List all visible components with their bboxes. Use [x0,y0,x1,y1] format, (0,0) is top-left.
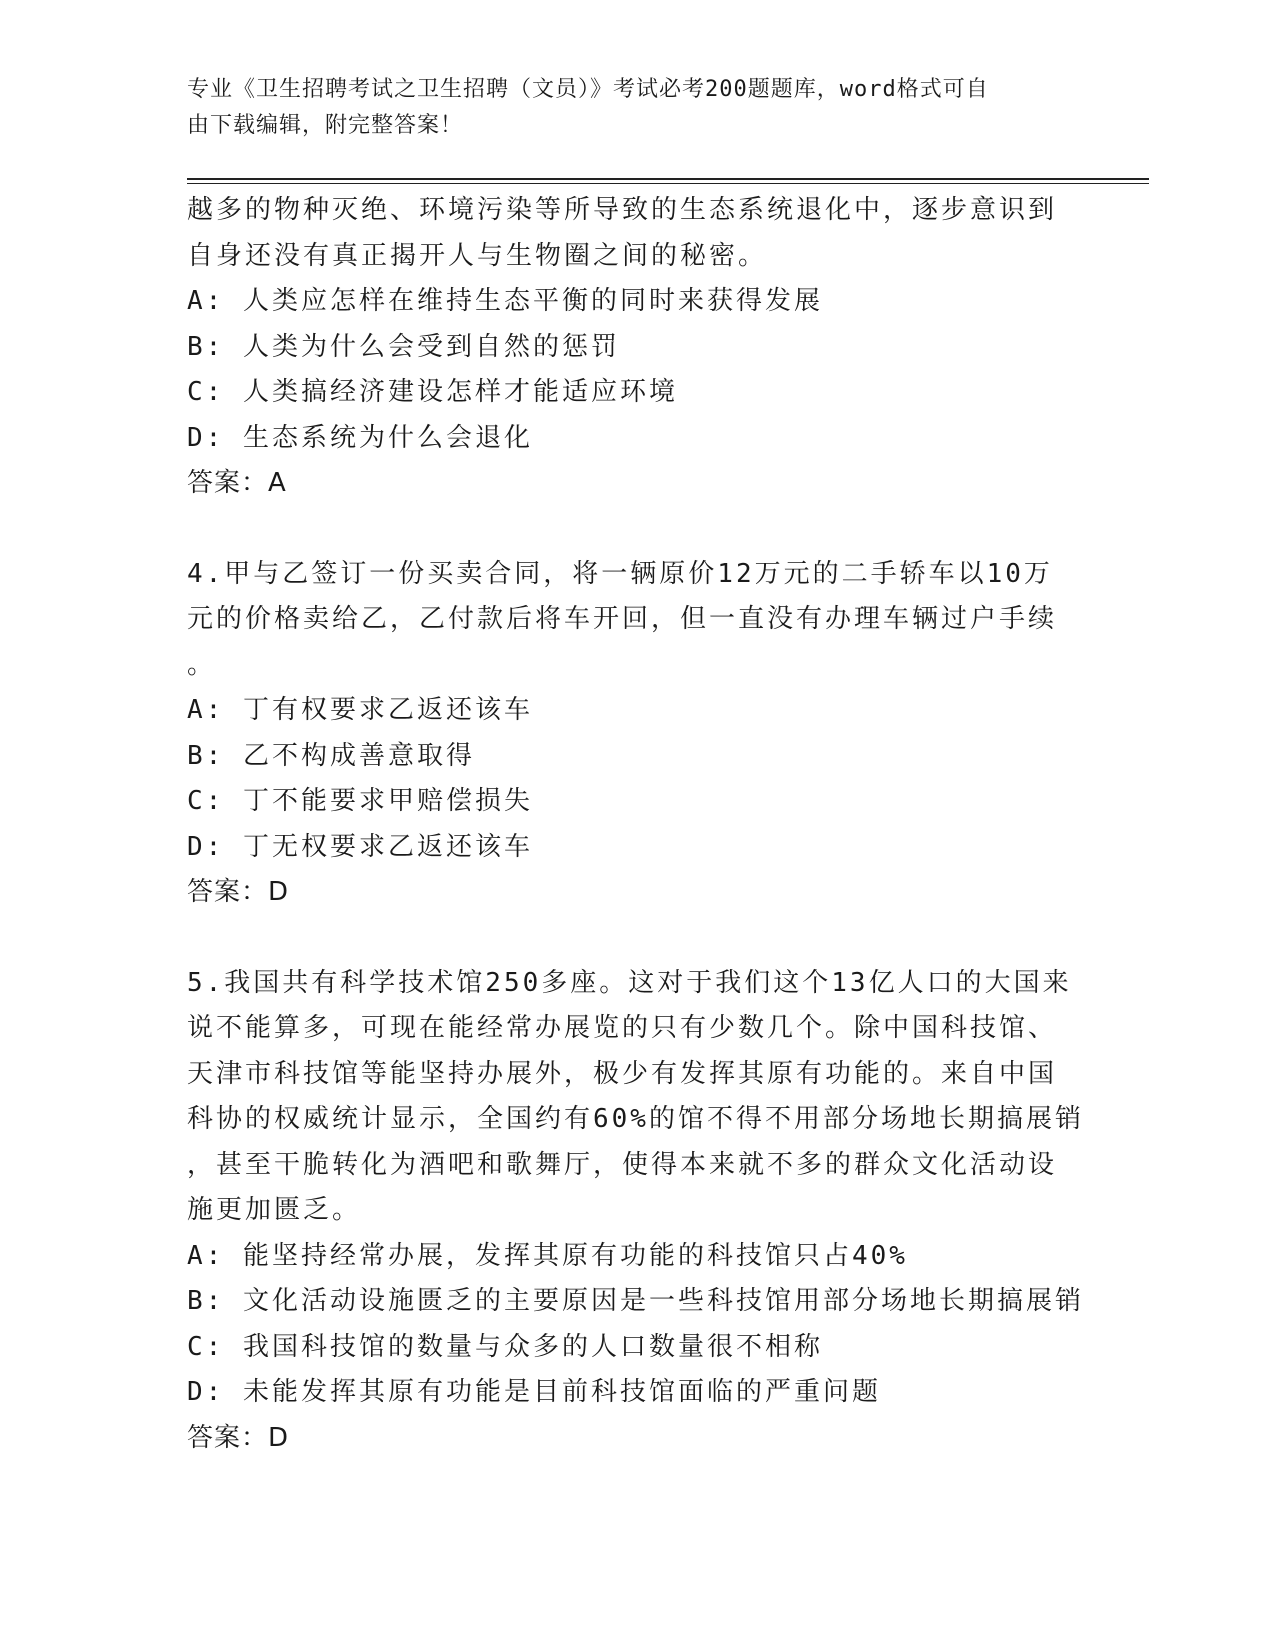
question-5 [187,961,1087,1462]
question-stem-line: 说不能算多，可现在能经常办展览的只有少数几个。除中国科技馆、 [187,1013,1058,1043]
answer: 答案：D [187,877,290,907]
answer: 答案：A [187,468,287,498]
option-b: B: 人类为什么会受到自然的惩罚 [187,331,620,362]
option-a: A: 能坚持经常办展，发挥其原有功能的科技馆只占40% [187,1240,908,1271]
question-stem-line: 。 [187,649,217,680]
header-line-2: 由下载编辑，附完整答案！ [187,113,464,138]
header-rule-thin [187,183,1149,184]
option-c: C: 人类搞经济建设怎样才能适应环境 [187,377,678,407]
question-4 [187,552,1087,916]
question-stem-line: 5.我国共有科学技术馆250多座。这对于我们这个13亿人口的大国来 [187,967,1072,998]
option-d: D: 生态系统为什么会退化 [187,422,533,453]
question-3 [187,188,1087,507]
option-a: A: 丁有权要求乙返还该车 [187,695,533,725]
option-a: A: 人类应怎样在维持生态平衡的同时来获得发展 [187,286,823,316]
answer: 答案：D [187,1422,290,1453]
header-rule-thick [187,178,1149,180]
option-c: C: 丁不能要求甲赔偿损失 [187,786,533,816]
question-stem-line: 元的价格卖给乙，乙付款后将车开回，但一直没有办理车辆过户手续 [187,604,1058,634]
option-c: C: 我国科技馆的数量与众多的人口数量很不相称 [187,1331,823,1362]
document-header [187,72,1067,144]
option-b: B: 乙不构成善意取得 [187,740,475,771]
question-stem-line: 天津市科技馆等能坚持办展外，极少有发挥其原有功能的。来自中国 [187,1058,1058,1089]
question-stem-line: 越多的物种灭绝、环境污染等所导致的生态系统退化中，逐步意识到 [187,195,1058,225]
header-line-1: 专业《卫生招聘考试之卫生招聘（文员）》考试必考200题题库，word格式可自 [187,77,989,102]
option-b: B: 文化活动设施匮乏的主要原因是一些科技馆用部分场地长期搞展销 [187,1286,1084,1316]
document-body [187,188,1087,1461]
option-d: D: 丁无权要求乙返还该车 [187,831,533,862]
question-stem-line: 自身还没有真正揭开人与生物圈之间的秘密。 [187,240,768,271]
question-stem-line: ，甚至干脆转化为酒吧和歌舞厅，使得本来就不多的群众文化活动设 [187,1149,1058,1180]
question-stem-line: 4.甲与乙签订一份买卖合同，将一辆原价12万元的二手轿车以10万 [187,558,1053,589]
question-stem-line: 施更加匮乏。 [187,1195,362,1225]
question-stem-line: 科协的权威统计显示，全国约有60%的馆不得不用部分场地长期搞展销 [187,1104,1084,1134]
option-d: D: 未能发挥其原有功能是目前科技馆面临的严重问题 [187,1377,881,1407]
